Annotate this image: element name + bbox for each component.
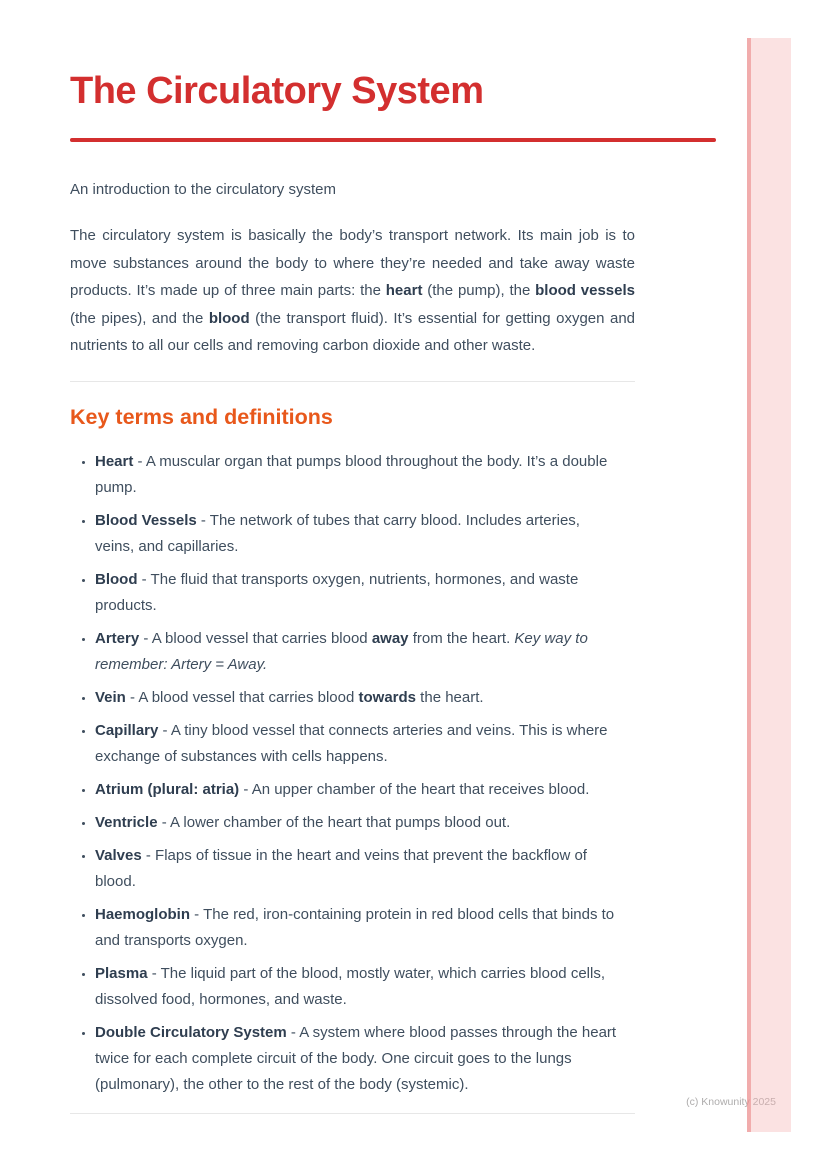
text-run: - The liquid part of the blood, mostly water, which carries blood cells, dissolved food, hormones, and waste. bbox=[95, 964, 605, 1008]
text-run: the heart. bbox=[416, 688, 484, 706]
term-item bbox=[95, 777, 622, 803]
bold-text: Blood Vessels bbox=[95, 511, 197, 529]
text-run: (the pump), the bbox=[422, 282, 536, 299]
text-run: - The fluid that transports oxygen, nutrients, hormones, and waste products. bbox=[95, 570, 579, 614]
intro-paragraph bbox=[70, 222, 635, 360]
page-edge-stripe bbox=[747, 38, 791, 1132]
term-item bbox=[95, 508, 622, 560]
term-item bbox=[95, 902, 622, 954]
term-item bbox=[95, 843, 622, 895]
term-item bbox=[95, 449, 622, 501]
title-rule bbox=[70, 138, 716, 142]
term-item bbox=[95, 685, 622, 711]
bold-text: Haemoglobin bbox=[95, 905, 191, 923]
text-run: - A tiny blood vessel that connects arteries and veins. This is where exchange of substances with cells happens. bbox=[95, 721, 608, 765]
bold-text: Artery bbox=[95, 629, 140, 647]
bold-text: Atrium (plural: atria) bbox=[95, 780, 240, 798]
term-item bbox=[95, 810, 622, 836]
text-run: - A blood vessel that carries blood bbox=[125, 688, 359, 706]
bottom-divider bbox=[70, 1113, 635, 1114]
term-item bbox=[95, 1020, 622, 1098]
term-item bbox=[95, 718, 622, 770]
bold-text: Plasma bbox=[95, 964, 148, 982]
text-run: - Flaps of tissue in the heart and veins that prevent the backflow of blood. bbox=[95, 846, 587, 890]
text-run: - A muscular organ that pumps blood throughout the body. It’s a double pump. bbox=[95, 452, 608, 496]
bold-text: Heart bbox=[95, 452, 134, 470]
section-heading: Key terms and definitions bbox=[70, 404, 333, 429]
term-item bbox=[95, 961, 622, 1013]
text-run: (the pipes), and the bbox=[70, 309, 209, 327]
footer-credit: (c) Knowunity 2025 bbox=[686, 1096, 776, 1108]
bold-text: Ventricle bbox=[95, 813, 158, 831]
text-run: - A system where blood passes through the heart twice for each complete circuit of the body. One circuit goes to the lungs (pulmonary), the other to the rest of the body (systemic). bbox=[95, 1023, 617, 1093]
text-run: - A blood vessel that carries blood bbox=[139, 629, 372, 647]
text-run: from the heart. bbox=[408, 629, 515, 647]
term-item bbox=[95, 567, 622, 619]
subtitle: An introduction to the circulatory system bbox=[70, 181, 336, 198]
bold-text: towards bbox=[358, 688, 417, 706]
text-run: - The network of tubes that carry blood. Includes arteries, veins, and capillaries. bbox=[95, 511, 580, 555]
bold-text: away bbox=[371, 629, 409, 647]
bold-text: blood bbox=[208, 309, 250, 327]
bold-text: Blood bbox=[95, 570, 138, 588]
term-item bbox=[95, 626, 622, 678]
bold-text: blood vessels bbox=[535, 282, 635, 299]
terms-list bbox=[70, 449, 622, 1098]
bold-text: Vein bbox=[95, 688, 126, 706]
bold-text: Double Circulatory System bbox=[95, 1023, 287, 1041]
text-run: - The red, iron-containing protein in red blood cells that binds to and transports oxygen. bbox=[95, 905, 615, 949]
page-title: The Circulatory System bbox=[70, 70, 484, 112]
text-run: - An upper chamber of the heart that receives blood. bbox=[239, 780, 590, 798]
bold-text: Capillary bbox=[95, 721, 159, 739]
document-body bbox=[70, 0, 718, 1114]
italic-text: Key way to remember: Artery = Away. bbox=[95, 629, 588, 673]
text-run: (the transport fluid). It’s essential for getting oxygen and nutrients to all our cells and removing carbon dioxide and other waste. bbox=[70, 309, 636, 354]
bold-text: heart bbox=[385, 282, 423, 299]
text-run: - A lower chamber of the heart that pumps blood out. bbox=[157, 813, 511, 831]
bold-text: Valves bbox=[95, 846, 142, 864]
section-divider bbox=[70, 381, 635, 382]
text-run: The circulatory system is basically the body’s transport network. Its main job is to move substances around the body to where they’re needed and take away waste products. It’s made up of three main parts: the bbox=[70, 227, 635, 299]
